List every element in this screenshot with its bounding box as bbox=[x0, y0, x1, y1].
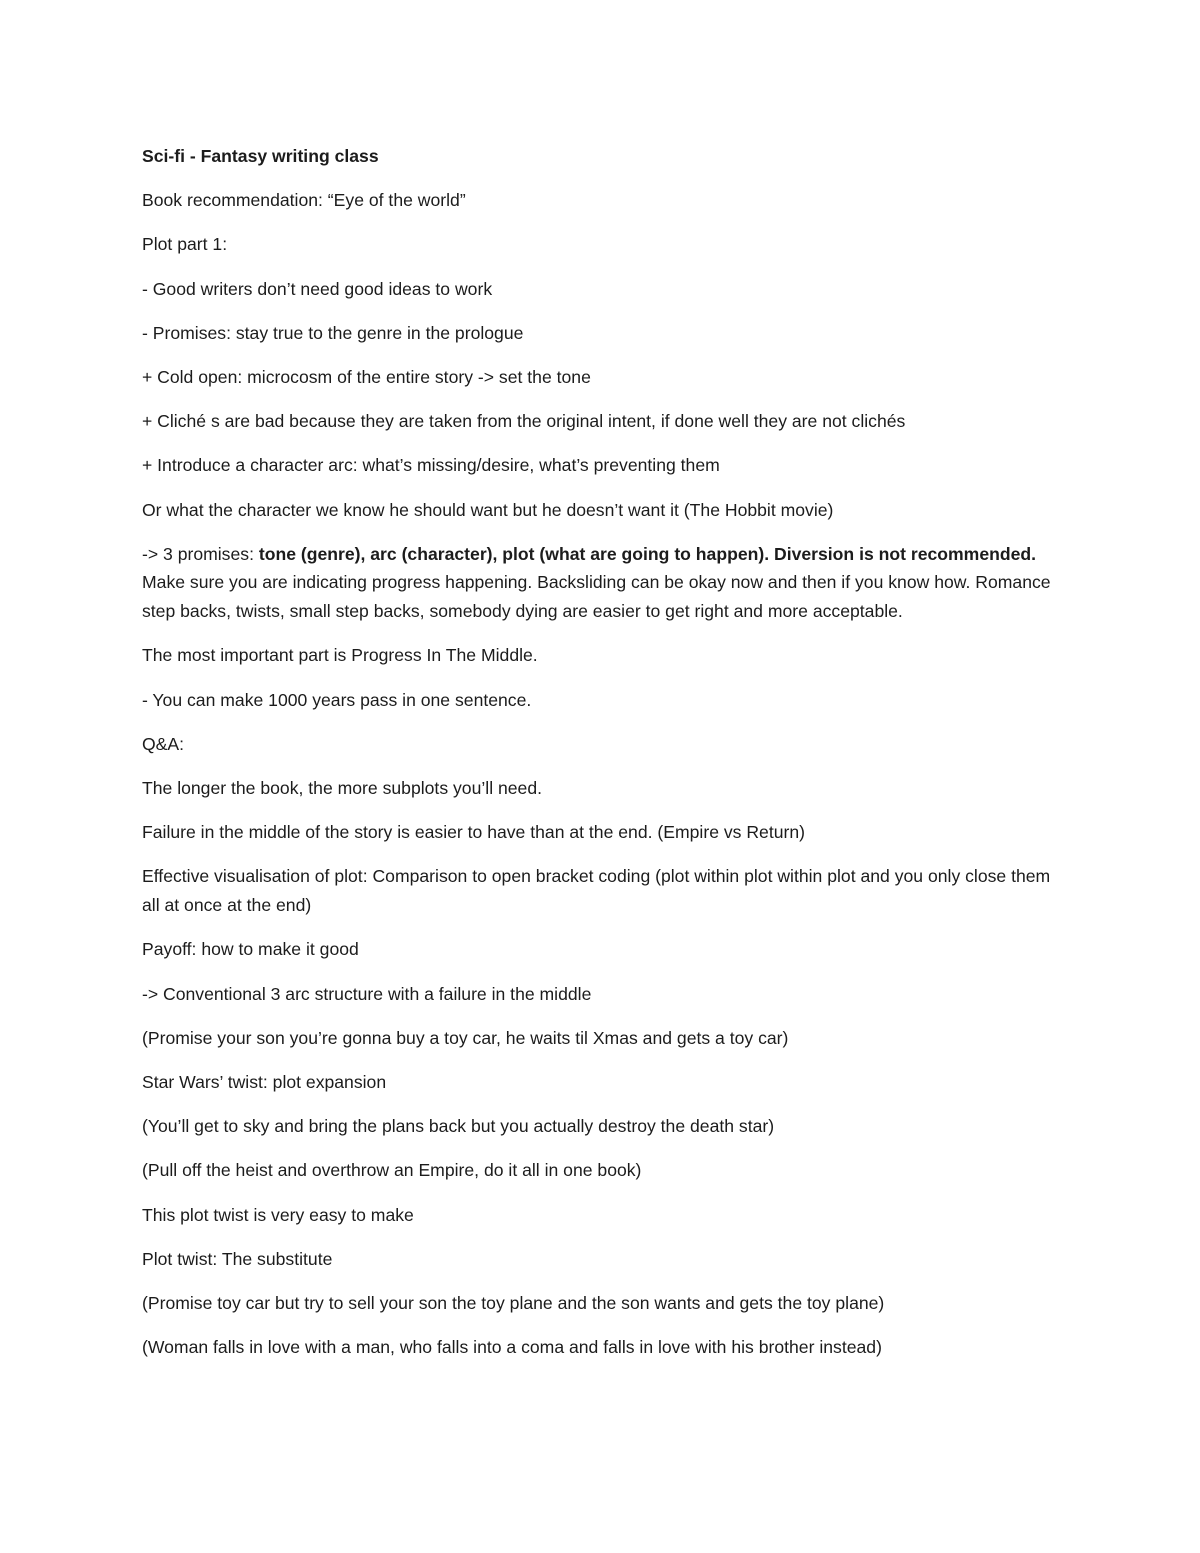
bold-text-run: tone (genre), arc (character), plot (what are going to happen). Diversion is not recommended. bbox=[258, 543, 1037, 564]
text-run: + Cold open: microcosm of the entire story -> set the tone bbox=[142, 366, 591, 387]
paragraph bbox=[142, 496, 1057, 525]
text-run: Star Wars’ twist: plot expansion bbox=[142, 1071, 387, 1092]
text-run: The most important part is Progress In The Middle. bbox=[142, 645, 538, 666]
text-run: Effective visualisation of plot: Comparison to open bracket coding (plot within plot within plot and you only close them all at once at the end) bbox=[142, 866, 1051, 916]
text-run: - Promises: stay true to the genre in the prologue bbox=[142, 322, 524, 343]
text-run: The longer the book, the more subplots you’ll need. bbox=[142, 778, 543, 799]
paragraph bbox=[142, 774, 1057, 803]
paragraph bbox=[142, 1068, 1057, 1097]
text-run: Or what the character we know he should want but he doesn’t want it (The Hobbit movie) bbox=[142, 499, 834, 520]
paragraph bbox=[142, 1112, 1057, 1141]
paragraph bbox=[142, 1333, 1057, 1362]
text-run: Book recommendation: “Eye of the world” bbox=[142, 190, 466, 211]
paragraph bbox=[142, 818, 1057, 847]
text-run: (Promise your son you’re gonna buy a toy car, he waits til Xmas and gets a toy car) bbox=[142, 1027, 789, 1048]
paragraph bbox=[142, 230, 1057, 259]
text-run: + Cliché s are bad because they are taken from the original intent, if done well they are not clichés bbox=[142, 411, 906, 432]
paragraph bbox=[142, 1289, 1057, 1318]
paragraph bbox=[142, 935, 1057, 964]
paragraph bbox=[142, 186, 1057, 215]
paragraph bbox=[142, 1156, 1057, 1185]
text-run: (You’ll get to sky and bring the plans back but you actually destroy the death star) bbox=[142, 1116, 775, 1137]
text-run: Q&A: bbox=[142, 733, 185, 754]
text-run: This plot twist is very easy to make bbox=[142, 1204, 414, 1225]
text-run: Make sure you are indicating progress happening. Backsliding can be okay now and then if you know how. Romance step backs, twists, small step backs, somebody dying are easier to get right and more acceptable. bbox=[142, 572, 1051, 622]
paragraph bbox=[142, 363, 1057, 392]
text-run: (Pull off the heist and overthrow an Empire, do it all in one book) bbox=[142, 1160, 642, 1181]
text-run: (Promise toy car but try to sell your son the toy plane and the son wants and gets the toy plane) bbox=[142, 1292, 885, 1313]
paragraph bbox=[142, 686, 1057, 715]
paragraph bbox=[142, 641, 1057, 670]
text-run: - Good writers don’t need good ideas to work bbox=[142, 278, 493, 299]
paragraph bbox=[142, 730, 1057, 759]
text-run: Plot twist: The substitute bbox=[142, 1248, 333, 1269]
text-run: (Woman falls in love with a man, who falls into a coma and falls in love with his brother instead) bbox=[142, 1337, 882, 1358]
paragraph bbox=[142, 980, 1057, 1009]
paragraph bbox=[142, 1024, 1057, 1053]
paragraph bbox=[142, 319, 1057, 348]
paragraph bbox=[142, 862, 1057, 920]
text-run: + Introduce a character arc: what’s missing/desire, what’s preventing them bbox=[142, 455, 720, 476]
bold-text-run: Sci-fi - Fantasy writing class bbox=[142, 146, 379, 166]
paragraph bbox=[142, 1245, 1057, 1274]
paragraph bbox=[142, 1201, 1057, 1230]
document-title bbox=[142, 142, 1057, 171]
paragraph bbox=[142, 275, 1057, 304]
paragraph bbox=[142, 407, 1057, 436]
paragraph bbox=[142, 540, 1057, 626]
text-run: -> Conventional 3 arc structure with a failure in the middle bbox=[142, 983, 592, 1004]
paragraph bbox=[142, 451, 1057, 480]
text-run: Failure in the middle of the story is easier to have than at the end. (Empire vs Return) bbox=[142, 822, 806, 843]
document-body bbox=[142, 142, 1057, 1377]
text-run: Plot part 1: bbox=[142, 234, 228, 255]
text-run: -> 3 promises: bbox=[142, 543, 259, 564]
text-run: - You can make 1000 years pass in one sentence. bbox=[142, 689, 532, 710]
text-run: Payoff: how to make it good bbox=[142, 939, 359, 960]
